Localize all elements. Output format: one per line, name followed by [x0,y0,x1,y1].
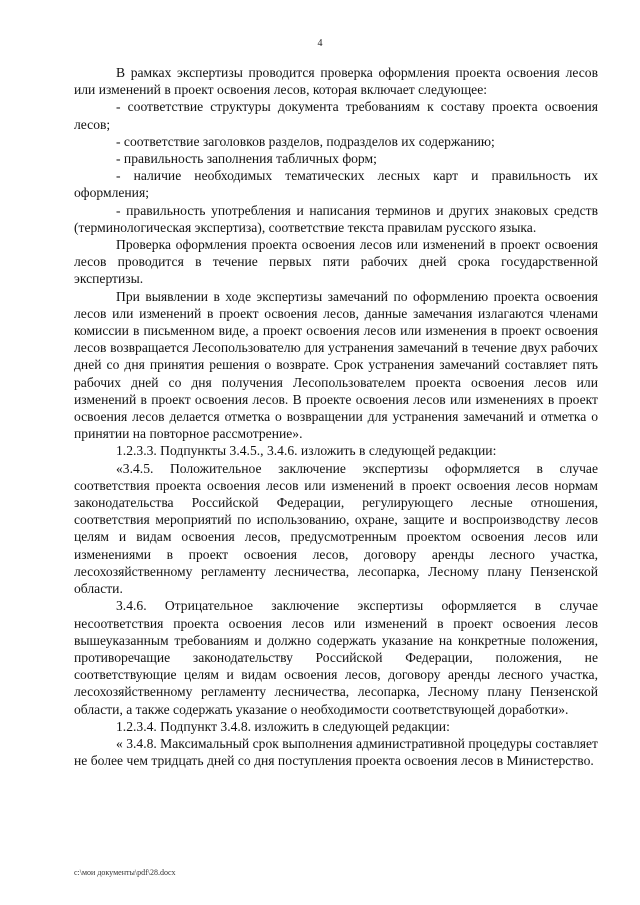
paragraph: 1.2.3.4. Подпункт 3.4.8. изложить в следующей редакции: [116,718,450,734]
paragraph: «3.4.5. Положительное заключение экспертизы оформляется в случае соответствия проекта освоения лесов или изменений в проект освоения лесов нормам законодательства Российской Федерации, регулирующего лесные отношения, соответствия мероприятий по использованию, охране, защите и воспроизводству лесов целям и видам освоения лесов, предусмотренным проектом освоения лесов или изменениями в проект освоения лесов, договору аренды лесного участка, лесохозяйственному регламенту лесничества, лесопарка, Лесному плану Пензенской области. [74,460,598,597]
paragraph: 1.2.3.3. Подпункты 3.4.5., 3.4.6. изложить в следующей редакции: [116,443,497,459]
paragraph: В рамках экспертизы проводится проверка оформления проекта освоения лесов или изменений в проект освоения лесов, которая включает следующее: [74,65,598,98]
paragraph: При выявлении в ходе экспертизы замечаний по оформлению проекта освоения лесов или изменений в проект освоения лесов, данные замечания излагаются членами комиссии в письменном виде, а проект освоения лесов или изменения в проект освоения лесов возвращается Лесопользователю для устранения замечаний в течение двух рабочих дней со дня принятия решения о возврате. Срок устранения замечаний составляет пять рабочих дней со дня получения Лесопользователем проекта освоения лесов или изменений в проект освоения лесов. В проекте освоения лесов или изменениях в проект освоения лесов делается отметка о возвращении для устранения замечаний и отметка о принятии на повторное рассмотрение». [74,288,598,442]
paragraph: 3.4.6. Отрицательное заключение экспертизы оформляется в случае несоответствия проекта освоения лесов или изменений в проект освоения лесов вышеуказанным требованиям и должно содержать указание на конкретные положения, противоречащие законодательству Российской Федерации, положения, не соответствующие целям и видам освоения лесов, договору аренды лесного участка, лесохозяйственному регламенту лесничества, лесопарка, Лесному плану Пензенской области, а также содержать указание о необходимости соответствующей доработки». [74,598,598,717]
paragraph: « 3.4.8. Максимальный срок выполнения административной процедуры составляет не более чем тридцать дней со дня поступления проекта освоения лесов в Министерство. [74,735,598,769]
footer-file-path: c:\мои документы\pdf\28.docx [74,868,176,877]
paragraph: - соответствие структуры документа требованиям к составу проекта освоения лесов; [74,99,598,132]
paragraph: - правильность заполнения табличных форм; [116,151,377,167]
paragraph: Проверка оформления проекта освоения лесов или изменений в проект освоения лесов проводится в течение первых пяти рабочих дней срока государственной экспертизы. [74,237,598,287]
document-body [74,64,598,769]
paragraph: - соответствие заголовков разделов, подразделов их содержанию; [116,133,495,149]
paragraph: - правильность употребления и написания терминов и других знаковых средств (терминологическая экспертиза), соответствие текста правилам русского языка. [74,202,598,235]
paragraph: - наличие необходимых тематических лесных карт и правильность их оформления; [74,168,598,201]
page-number: 4 [317,38,323,49]
